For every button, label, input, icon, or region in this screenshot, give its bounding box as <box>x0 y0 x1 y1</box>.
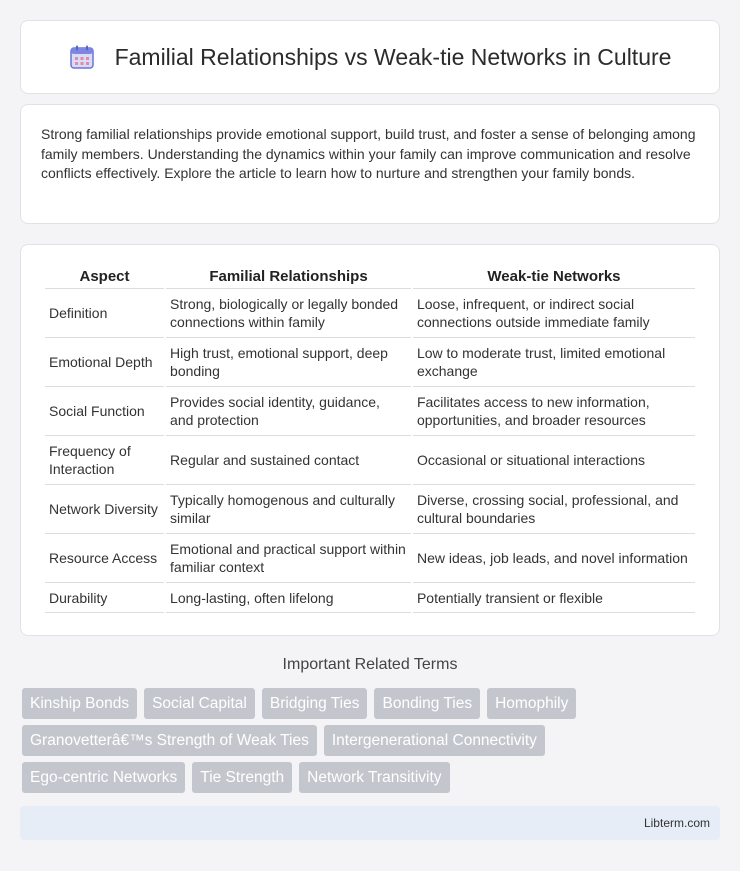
intro-card <box>20 104 720 224</box>
tag-network-transitivity[interactable]: Network Transitivity <box>299 762 449 793</box>
header-card <box>20 20 720 94</box>
familial-cell: Strong, biologically or legally bonded connections within family <box>166 289 411 338</box>
weak-tie-cell: New ideas, job leads, and novel information <box>413 534 695 583</box>
weak-tie-cell: Facilitates access to new information, opportunities, and broader resources <box>413 387 695 436</box>
footer <box>20 806 720 840</box>
aspect-cell: Durability <box>45 583 164 613</box>
related-terms-list <box>22 688 722 799</box>
weak-tie-cell: Diverse, crossing social, professional, and cultural boundaries <box>413 485 695 534</box>
tag-ego-centric-networks[interactable]: Ego-centric Networks <box>22 762 185 793</box>
tag-homophily[interactable]: Homophily <box>487 688 576 719</box>
familial-cell: High trust, emotional support, deep bonding <box>166 338 411 387</box>
related-terms-title: Important Related Terms <box>282 656 458 673</box>
familial-cell: Provides social identity, guidance, and protection <box>166 387 411 436</box>
aspect-cell: Emotional Depth <box>45 338 164 387</box>
weak-tie-cell: Occasional or situational interactions <box>413 436 695 485</box>
weak-tie-cell: Potentially transient or flexible <box>413 583 695 613</box>
table-row <box>45 338 695 387</box>
table-row <box>45 534 695 583</box>
column-header: Aspect <box>45 265 164 289</box>
aspect-cell: Definition <box>45 289 164 338</box>
table-row <box>45 583 695 613</box>
aspect-cell: Social Function <box>45 387 164 436</box>
familial-cell: Regular and sustained contact <box>166 436 411 485</box>
weak-tie-cell: Low to moderate trust, limited emotional exchange <box>413 338 695 387</box>
page-title: Familial Relationships vs Weak-tie Networks in Culture <box>114 43 672 70</box>
tag-kinship-bonds[interactable]: Kinship Bonds <box>22 688 137 719</box>
comparison-table <box>43 265 697 613</box>
table-header-row <box>45 265 695 289</box>
table-row <box>45 289 695 338</box>
column-header: Familial Relationships <box>166 265 411 289</box>
tag-bonding-ties[interactable]: Bonding Ties <box>374 688 480 719</box>
familial-cell: Emotional and practical support within familiar context <box>166 534 411 583</box>
aspect-cell: Network Diversity <box>45 485 164 534</box>
footer-site-link[interactable]: Libterm.com <box>643 816 710 830</box>
aspect-cell: Resource Access <box>45 534 164 583</box>
intro-text: Strong familial relationships provide emotional support, build trust, and foster a sense of belonging among family members. Understanding the dynamics within your family can improve communication and resolve conflicts effectively. Explore the article to learn how to nurture and strengthen your family bonds. <box>41 126 696 181</box>
table-row <box>45 436 695 485</box>
calendar-icon <box>69 44 95 70</box>
aspect-cell: Frequency of Interaction <box>45 436 164 485</box>
tag-social-capital[interactable]: Social Capital <box>144 688 255 719</box>
table-row <box>45 485 695 534</box>
tag-bridging-ties[interactable]: Bridging Ties <box>262 688 368 719</box>
tag-granovetter-weak-ties[interactable]: Granovetterâ€™s Strength of Weak Ties <box>22 725 317 756</box>
tag-intergenerational-connectivity[interactable]: Intergenerational Connectivity <box>324 725 545 756</box>
comparison-card <box>20 244 720 636</box>
table-row <box>45 387 695 436</box>
familial-cell: Typically homogenous and culturally similar <box>166 485 411 534</box>
tag-tie-strength[interactable]: Tie Strength <box>192 762 292 793</box>
weak-tie-cell: Loose, infrequent, or indirect social connections outside immediate family <box>413 289 695 338</box>
familial-cell: Long-lasting, often lifelong <box>166 583 411 613</box>
column-header: Weak-tie Networks <box>413 265 695 289</box>
